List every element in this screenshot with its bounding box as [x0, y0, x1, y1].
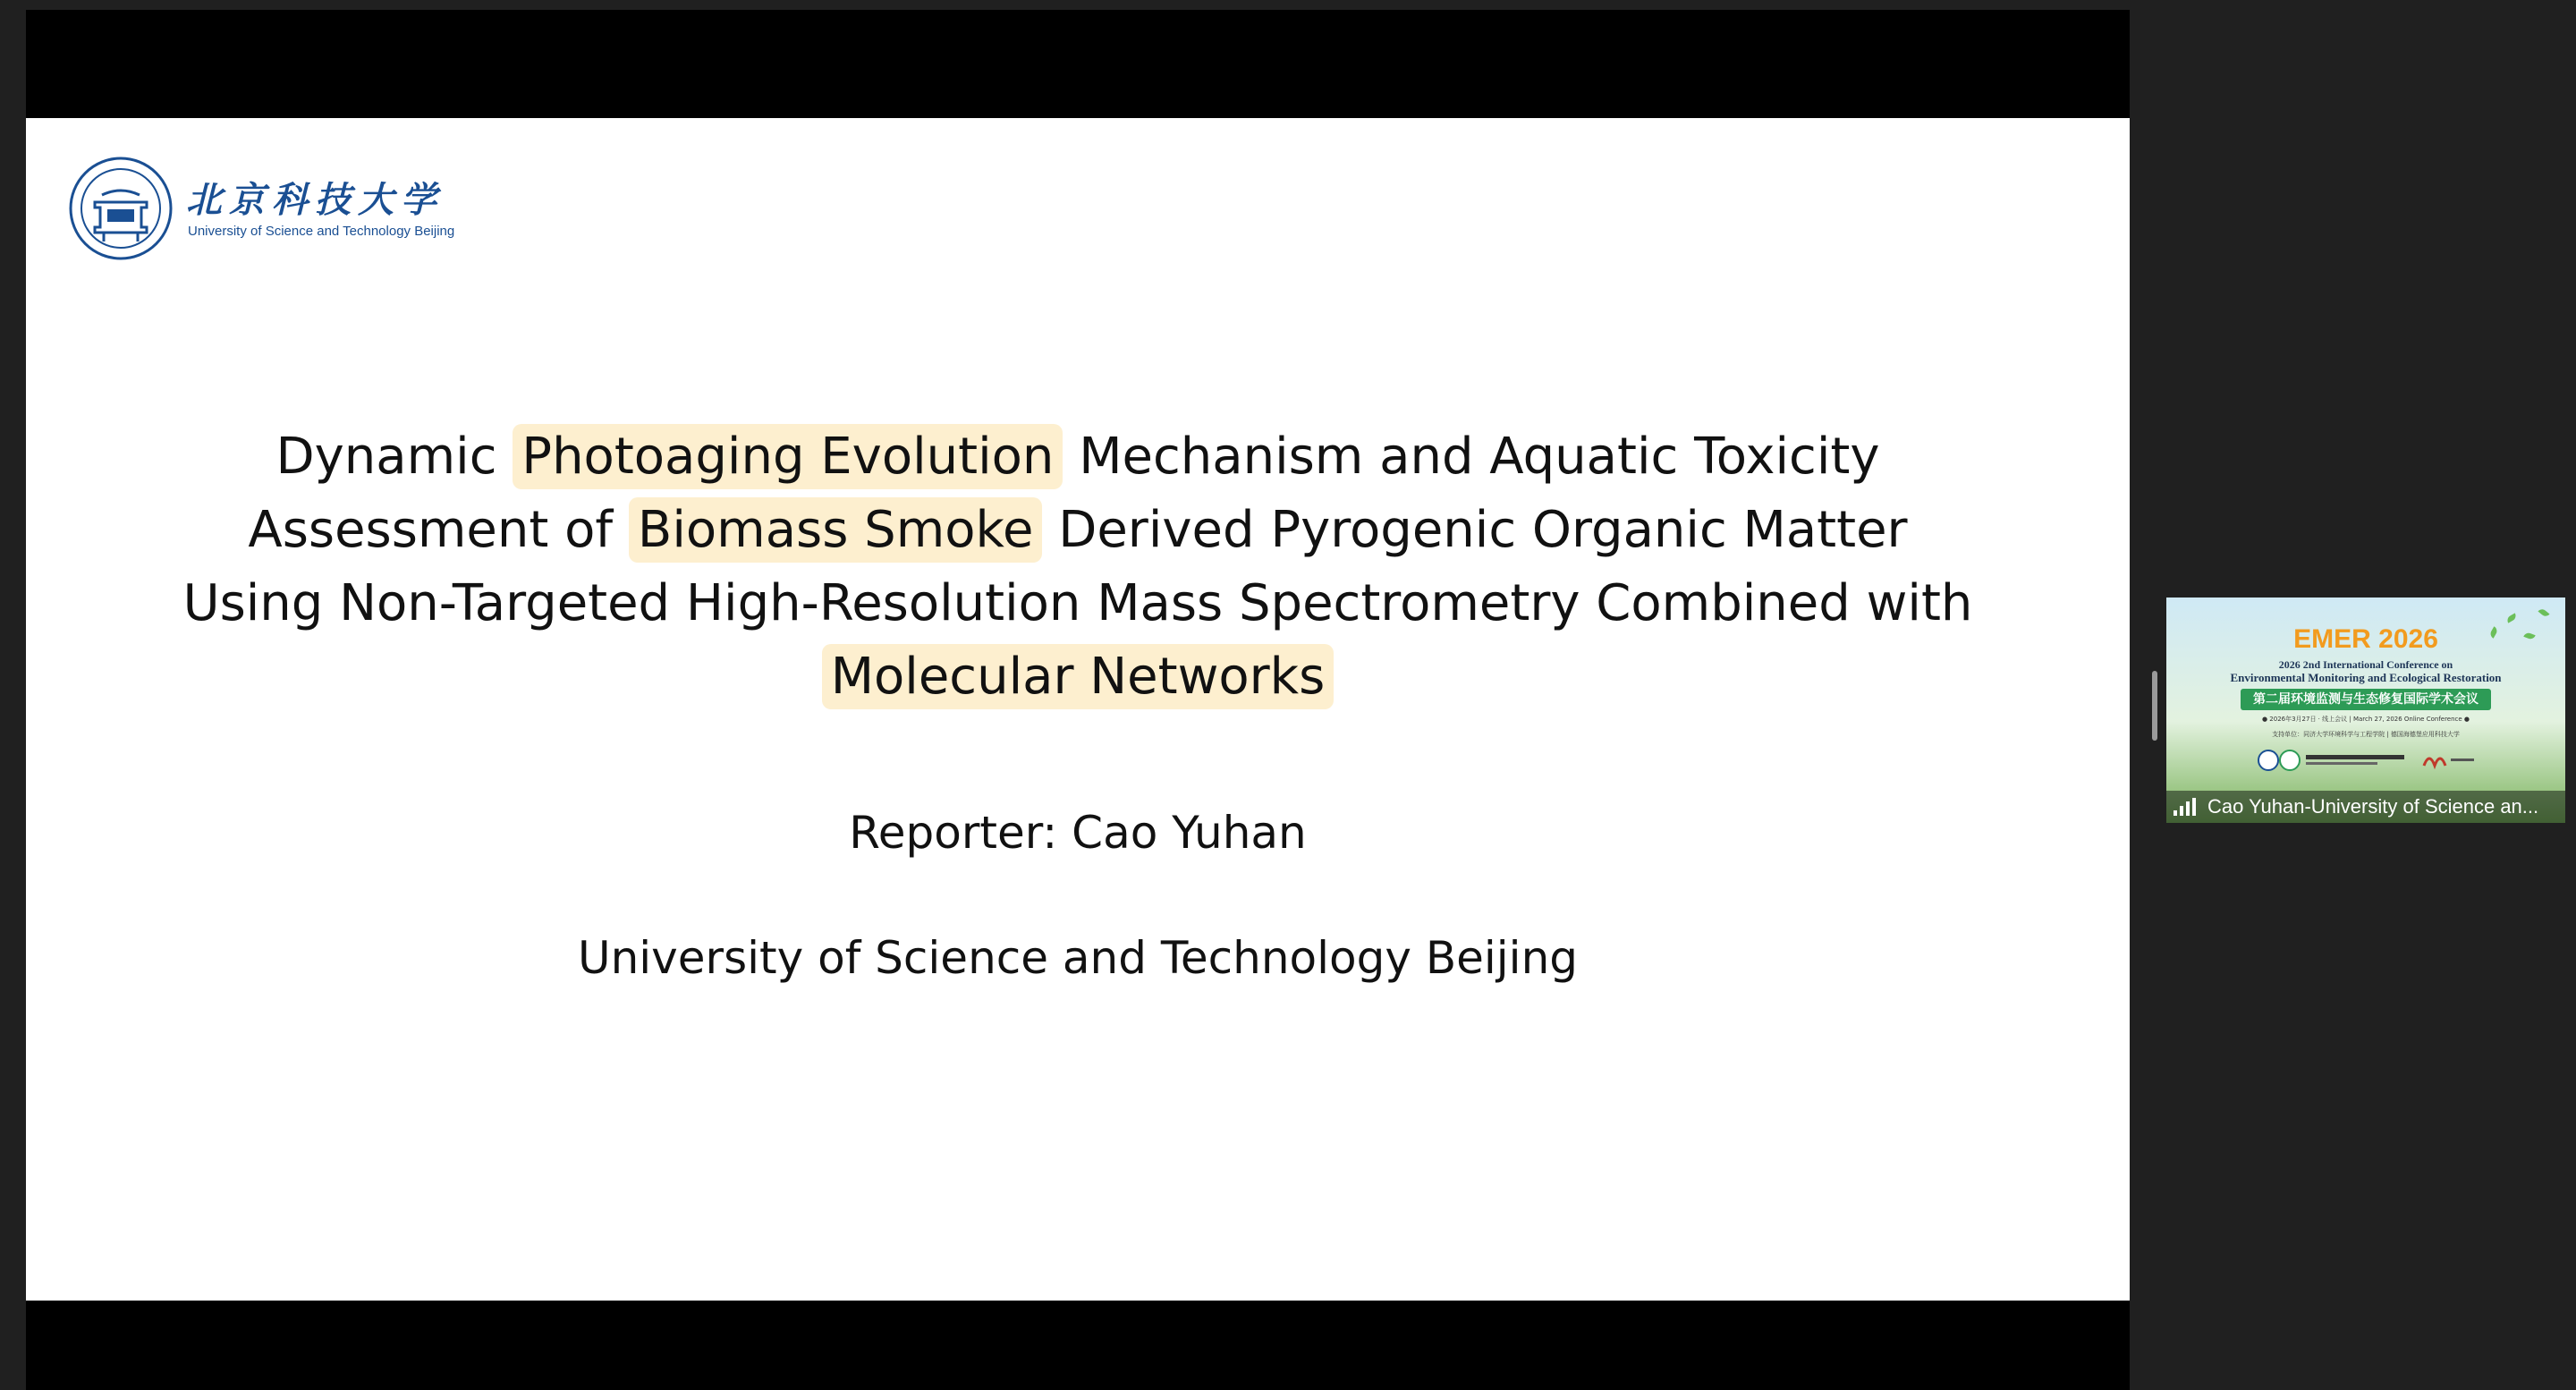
- title-line-2: [26, 494, 2130, 567]
- leaf-decoration: [2505, 613, 2517, 623]
- virtual-bg-date: ● 2026年3月27日 · 线上会议 | March 27, 2026 Online Conference ●: [2261, 716, 2470, 723]
- audio-signal-icon: [2174, 798, 2200, 816]
- presentation-slide: [26, 118, 2130, 1301]
- virtual-bg-title: EMER 2026: [2293, 624, 2438, 654]
- shared-screen: [26, 10, 2130, 1390]
- virtual-bg-subtitle: 2026 2nd International Conference on: [2278, 658, 2453, 671]
- reporter-label: Reporter: Cao Yuhan: [849, 807, 1307, 859]
- title-line-3: Using Non-Targeted High-Resolution Mass Spectrometry Combined with: [182, 574, 1973, 632]
- university-logo: [68, 156, 479, 272]
- university-name-cn: 北京科技大学: [186, 179, 444, 221]
- title-highlight: Molecular Networks: [822, 644, 1335, 709]
- virtual-bg-subtitle: Environmental Monitoring and Ecological Restoration: [2230, 671, 2502, 684]
- participant-name-bar: [2166, 791, 2565, 823]
- title-text: Dynamic: [275, 428, 513, 486]
- title-highlight: Photoaging Evolution: [513, 424, 1063, 489]
- title-line-4: [26, 640, 2130, 714]
- panel-resize-handle[interactable]: [2152, 671, 2157, 741]
- university-name-en: University of Science and Technology Beijing: [188, 224, 455, 239]
- university-seal-icon: [68, 156, 174, 261]
- title-text: Assessment of: [248, 501, 629, 559]
- leaf-decoration: [2538, 607, 2549, 618]
- title-text: Mechanism and Aquatic Toxicity: [1063, 428, 1880, 486]
- affiliation-label: University of Science and Technology Beijing: [577, 932, 1579, 984]
- participant-name: Cao Yuhan-University of Science an...: [2207, 795, 2539, 818]
- slide-title: [26, 420, 2130, 714]
- virtual-bg-host: 支持单位：同济大学环境科学与工程学院 | 德国海德堡应用科技大学: [2272, 731, 2460, 738]
- title-line-1: [26, 420, 2130, 494]
- title-text: Derived Pyrogenic Organic Matter: [1042, 501, 1908, 559]
- virtual-bg-cn-banner: 第二届环境监测与生态修复国际学术会议: [2241, 689, 2491, 710]
- sponsor-logos-icon: [2256, 748, 2479, 773]
- participant-video-tile[interactable]: [2166, 598, 2565, 823]
- title-highlight: Biomass Smoke: [629, 497, 1043, 563]
